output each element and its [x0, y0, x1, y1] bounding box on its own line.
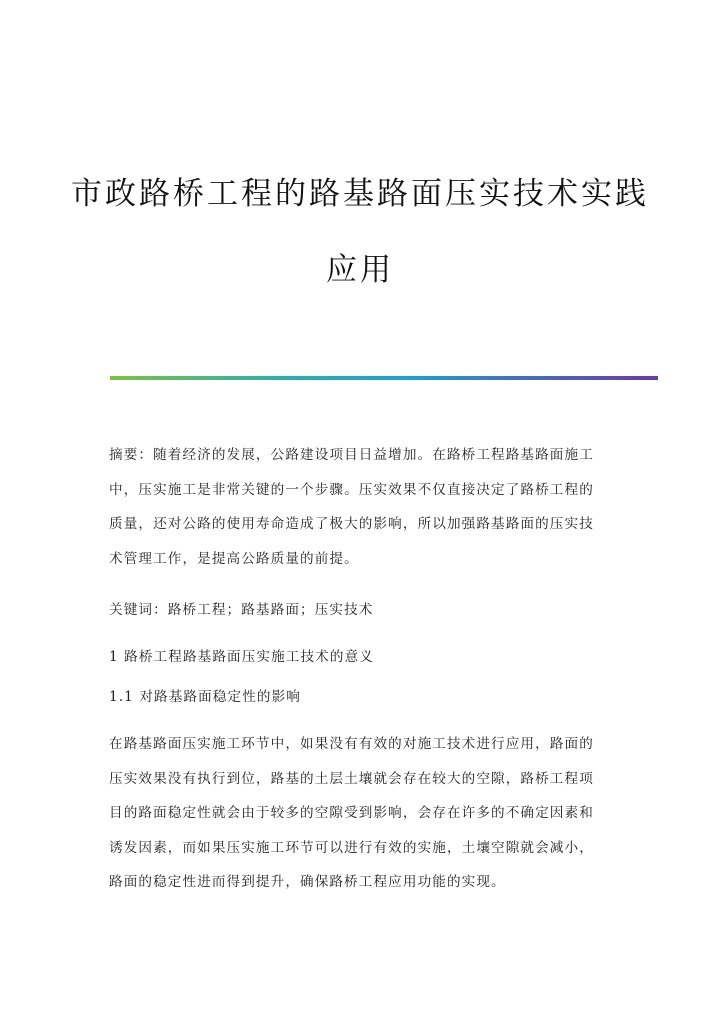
document-title-line-1: 市政路桥工程的路基路面压实技术实践 — [71, 176, 649, 212]
section-1-1-heading: 1.1 对路基路面稳定性的影响 — [109, 689, 301, 705]
keywords-line: 关键词：路桥工程；路基路面；压实技术 — [109, 602, 374, 618]
section-1-1-paragraph: 在路基路面压实施工环节中，如果没有有效的对施工技术进行应用，路面的压实效果没有执行到位，路基的土层土壤就会存在较大的空隙，路桥工程项目的路面稳定性就会由于较多的空隙受到影响，会存在许多的不确定因素和诱发因素，而如果压实施工环节可以进行有效的实施，土壤空隙就会减小，路面的稳定性进而得到提升，确保路桥工程应用功能的实现。 — [109, 736, 594, 890]
document-title-line-2: 应用 — [326, 252, 394, 288]
section-1-heading: 1 路桥工程路基路面压实施工技术的意义 — [109, 649, 374, 665]
title-divider-rule — [110, 376, 658, 380]
abstract-paragraph: 摘要：随着经济的发展，公路建设项目日益增加。在路桥工程路基路面施工中，压实施工是非常关键的一个步骤。压实效果不仅直接决定了路桥工程的质量，还对公路的使用寿命造成了极大的影响，所以加强路基路面的压实技术管理工作，是提高公路质量的前提。 — [109, 447, 594, 567]
